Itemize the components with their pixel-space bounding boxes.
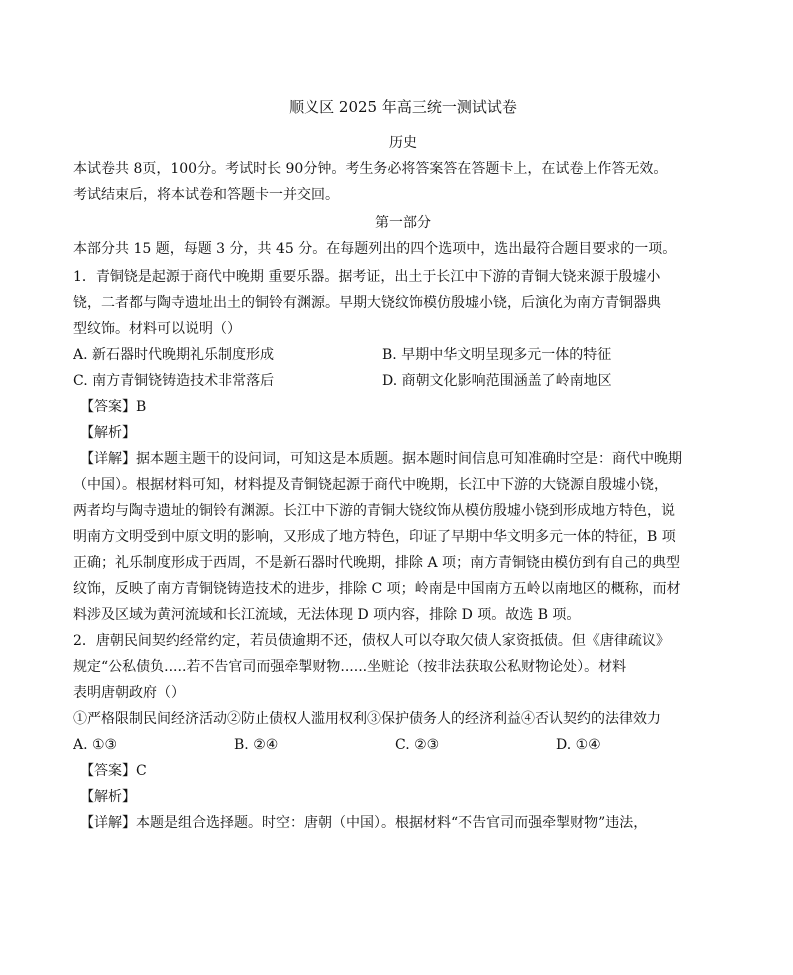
q2-answer: 【答案】C <box>80 763 147 779</box>
q1-option-d: D. 商朝文化影响范围涵盖了岭南地区 <box>382 373 612 389</box>
part-heading: 第一部分 <box>375 215 431 231</box>
q2-option-d: D. ①④ <box>556 737 601 753</box>
q1-detail-line-1: 【详解】据本题主题干的设问词，可知这是本质题。据本题时间信息可知准确时空是：商代中晚期 <box>80 451 682 467</box>
q1-detail-line-6: 纹饰，反映了南方青铜铙铸造技术的进步，排除 C 项；岭南是中国南方五岭以南地区的概称，而材 <box>73 581 681 597</box>
q1-analysis-label: 【解析】 <box>80 425 136 441</box>
q2-option-b: B. ②④ <box>234 737 279 753</box>
q1-option-a: A. 新石器时代晚期礼乐制度形成 <box>73 347 275 363</box>
q2-stem-line-2: 规定“公私债负.....若不告官司而强牵掣财物......坐赃论（按非法获取公私财物论处）。材料 <box>73 659 627 675</box>
q1-options-row-1 <box>73 342 733 368</box>
q2-stem-line-3: 表明唐朝政府（） <box>73 685 185 701</box>
q1-stem-line-3: 型纹饰。材料可以说明（） <box>73 321 241 337</box>
q1-stem-line-1: 1．青铜铙是起源于商代中晚期 重要乐器。据考证，出土于长江中下游的青铜大铙来源于殷墟小 <box>73 269 661 285</box>
subject-heading: 历史 <box>389 135 417 151</box>
q1-detail-line-3: 两者均与陶寺遗址的铜铃有渊源。长江中下游的青铜大铙纹饰从模仿殷墟小铙到形成地方特色，说 <box>73 503 675 519</box>
page-title: 顺义区 2025 年高三统一测试试卷 <box>289 98 517 116</box>
q1-option-c: C. 南方青铜铙铸造技术非常落后 <box>73 373 275 389</box>
q2-detail-line-1: 【详解】本题是组合选择题。时空：唐朝（中国）。根据材料“不告官司而强牵掣财物”违法， <box>80 815 648 831</box>
q1-option-b: B. 早期中华文明呈现多元一体的特征 <box>382 347 612 363</box>
q2-options-row <box>73 732 733 758</box>
q1-detail-line-2: （中国）。根据材料可知，材料提及青铜铙起源于商代中晚期，长江中下游的大铙源自殷墟小铙， <box>73 477 668 493</box>
part-intro: 本部分共 15 题，每题 3 分，共 45 分。在每题列出的四个选项中，选出最符合题目要求的一项。 <box>73 241 677 257</box>
q2-option-c: C. ②③ <box>395 737 440 753</box>
instruction-line-1: 本试卷共 8页，100分。考试时长 90分钟。考生务必将答案答在答题卡上，在试卷上作答无效。 <box>73 161 668 177</box>
q1-options-row-2 <box>73 368 733 394</box>
q1-stem-line-2: 铙，二者都与陶寺遗址出土的铜铃有渊源。早期大铙纹饰模仿殷墟小铙，后演化为南方青铜器典 <box>73 295 661 311</box>
q1-detail-line-4: 明南方文明受到中原文明的影响，又形成了地方特色，印证了早期中华文明多元一体的特征，B 项 <box>73 529 676 545</box>
q2-statements: ①严格限制民间经济活动②防止债权人滥用权利③保护债务人的经济利益④否认契约的法律效力 <box>73 711 661 727</box>
q2-option-a: A. ①③ <box>73 737 118 753</box>
instruction-line-2: 考试结束后，将本试卷和答题卡一并交回。 <box>73 187 339 203</box>
q1-detail-line-5: 正确；礼乐制度形成于西周，不是新石器时代晚期，排除 A 项；南方青铜铙由模仿到有自己的典型 <box>73 555 681 571</box>
q2-stem-line-1: 2．唐朝民间契约经常约定，若员债逾期不还，债权人可以夺取欠债人家资抵债。但《唐律疏议》 <box>73 633 670 649</box>
q1-answer: 【答案】B <box>80 399 147 415</box>
q2-analysis-label: 【解析】 <box>80 789 136 805</box>
q1-detail-line-7: 料涉及区域为黄河流域和长江流域，无法体现 D 项内容，排除 D 项。故选 B 项。 <box>73 607 581 623</box>
